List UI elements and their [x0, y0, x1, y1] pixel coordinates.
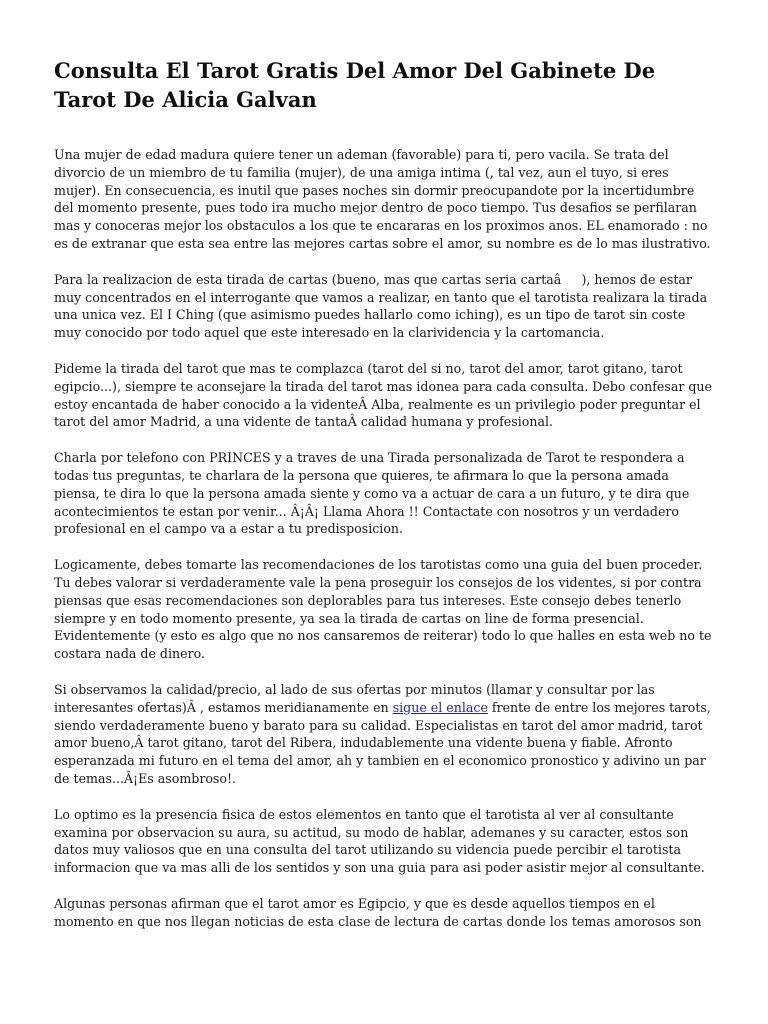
paragraph-6	[54, 681, 714, 788]
document-title: Consulta El Tarot Gratis Del Amor Del Gabinete De Tarot De Alicia Galvan	[54, 58, 656, 112]
paragraph-6-text-after: frente de entre los mejores tarots, siendo verdaderamente bueno y barato para su calidad. Especialistas en tarot del amor madrid, tarot amor bueno,Â tarot gitano, tarot del Ribera, indudablemente una vidente buena y fiable. Afronto esperanzada mi futuro en el tema del amor, ah y tambien en el economico pronostico y adivino un par de temas...Â¡Es asombroso!.	[54, 699, 711, 786]
paragraph-8: Algunas personas afirman que el tarot amor es Egipcio, y que es desde aquellos tiempos en el momento en que nos llegan noticias de esta clase de lectura de cartas donde los temas amorosos son	[54, 895, 702, 929]
paragraph-6-text-before: Si observamos la calidad/precio, al lado de sus ofertas por minutos (llamar y consultar por las interesantes ofertas)Â , estamos meridianamente en	[54, 681, 655, 715]
paragraph-3: Pideme la tirada del tarot que mas te complazca (tarot del si no, tarot del amor, tarot gitano, tarot egipcio...), siempre te aconsejare la tirada del tarot mas idonea para cada consulta. Debo confesar que estoy encantada de haber conocido a la videnteÂ Alba, realmente es un privilegio poder preguntar el tarot del amor Madrid, a una vidente de tantaÂ calidad humana y profesional.	[54, 360, 712, 430]
paragraph-2: Para la realizacion de esta tirada de cartas (bueno, mas que cartas seria cartaâ), hemos de estar muy concentrados en el interrogante que vamos a realizar, en tanto que el tarotista realizara la tirada una unica vez. El I Ching (que asimismo puedes hallarlo como iching), es un tipo de tarot sin coste muy conocido por todo aquel que este interesado en la clarividencia y la cartomancia.	[54, 271, 708, 341]
paragraph-4: Charla por telefono con PRINCES y a traves de una Tirada personalizada de Tarot te respondera a todas tus preguntas, te charlara de la persona que quieres, te afirmara lo que la persona amada piensa, te dira lo que la persona amada siente y como va a actuar de cara a un futuro, y te dira que acontecimientos te estan por venir... Â¡Â¡ Llama Ahora !! Contactate con nosotros y un verdadero profesional en el campo va a estar a tu predisposicion.	[54, 450, 690, 537]
paragraph-5: Logicamente, debes tomarte las recomendaciones de los tarotistas como una guia del buen proceder. Tu debes valorar si verdaderamente vale la pena proseguir los consejos de los videntes, si por contra piensas que esas recomendaciones son deplorables para tus intereses. Este consejo debes tenerlo siempre y en todo momento presente, ya sea la tirada de cartas on line de forma presencial. Evidentemente (y esto es algo que no nos cansaremos de reiterar) todo lo que halles en esta web no te costara nada de dinero.	[54, 557, 712, 662]
paragraph-1: Una mujer de edad madura quiere tener un ademan (favorable) para ti, pero vacila. Se trata del divorcio de un miembro de tu familia (mujer), de una amiga intima (, tal vez, aun el tuyo, si eres mujer). En consecuencia, es inutil que pases noches sin dormir preocupandote por la incertidumbre del momento presente, pues todo ira mucho mejor dentro de poco tiempo. Tus desafios se perfilaran mas y conoceras mejor los obstaculos a los que te encararas en los proximos anos. EL enamorado : no es de extranar que esta sea entre las mejores cartas sobre el amor, su nombre es de lo mas ilustrativo.	[54, 147, 711, 251]
document-page	[54, 56, 714, 930]
paragraph-7: Lo optimo es la presencia fisica de estos elementos en tanto que el tarotista al ver al consultante examina por observacion su aura, su actitud, su modo de hablar, ademanes y su caracter, estos son datos muy valiosos que en una consulta del tarot utilizando su videncia puede percibir el tarotista informacion que va mas alli de los sentidos y son una guia para asi poder asistir mejor al consultante.	[54, 806, 705, 876]
follow-link[interactable]: sigue el enlace	[392, 699, 488, 715]
